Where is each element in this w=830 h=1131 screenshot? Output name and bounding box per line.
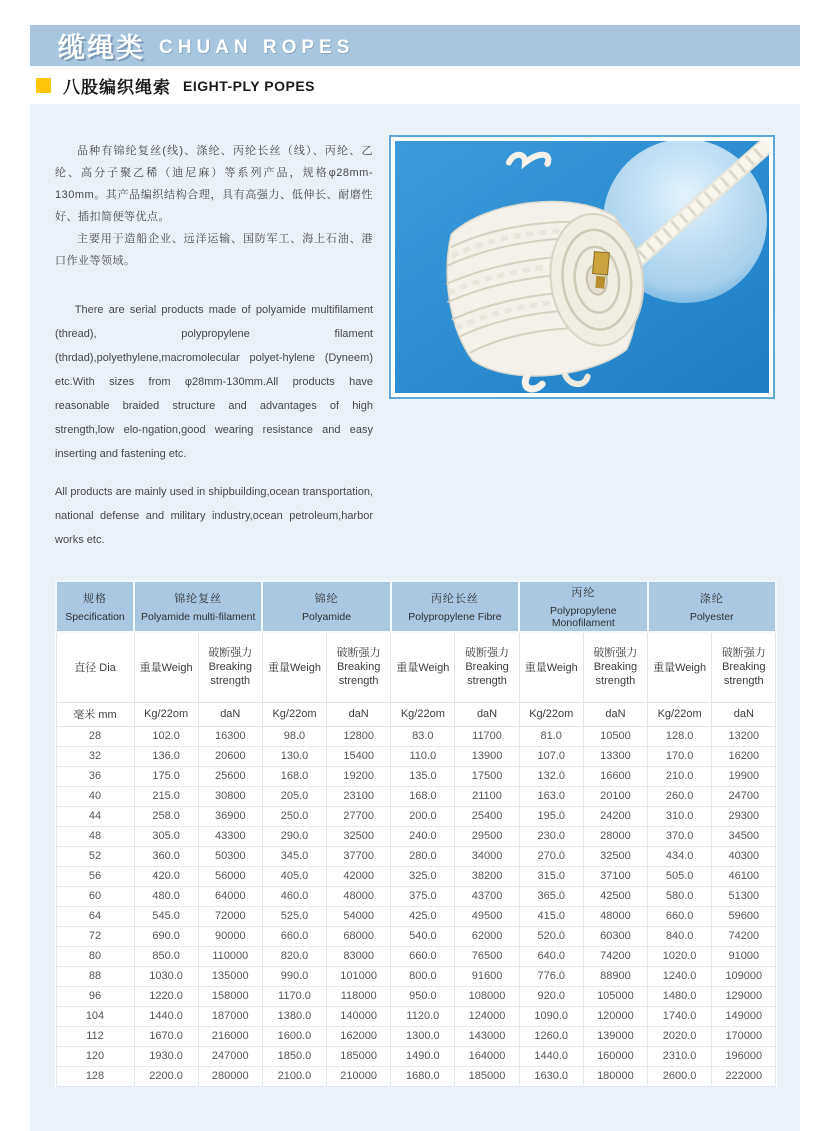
group-header-zh: 丙纶长丝 <box>430 593 479 605</box>
table-cell: 91600 <box>455 966 519 986</box>
table-cell: 2020.0 <box>648 1026 712 1046</box>
table-cell: 46100 <box>712 866 776 886</box>
table-cell: 158000 <box>198 986 262 1006</box>
table-cell: 365.0 <box>519 886 583 906</box>
table-cell: 128 <box>56 1066 134 1086</box>
table-cell: 143000 <box>455 1026 519 1046</box>
table-cell: 170000 <box>712 1026 776 1046</box>
table-cell: 48 <box>56 826 134 846</box>
table-row <box>56 906 776 926</box>
table-cell: 215.0 <box>134 786 198 806</box>
strength-en: Breaking <box>465 661 509 674</box>
unit-kg: Kg/22om <box>262 702 326 726</box>
table-cell: 1670.0 <box>134 1026 198 1046</box>
strength-zh: 破断强力 <box>593 647 638 660</box>
group-header <box>391 581 519 632</box>
table-cell: 19200 <box>327 766 391 786</box>
intro-en-paragraph: All products are mainly used in shipbuilding,ocean transportation, national defense and military industry,ocean petroleum,harbor works etc. <box>55 486 373 546</box>
rope-photo-frame <box>389 135 775 399</box>
table-cell: 175.0 <box>134 766 198 786</box>
subheader-dia: 直径 Dia <box>56 632 134 702</box>
table-row <box>56 1046 776 1066</box>
group-header <box>56 581 134 632</box>
table-cell: 840.0 <box>648 926 712 946</box>
table-cell: 2310.0 <box>648 1046 712 1066</box>
subheader-strength <box>712 632 776 702</box>
group-header <box>648 581 776 632</box>
table-cell: 90000 <box>198 926 262 946</box>
table-cell: 1930.0 <box>134 1046 198 1066</box>
table-cell: 105000 <box>583 986 647 1006</box>
group-header-en: Polyamide multi-filament <box>141 611 256 623</box>
table-cell: 56 <box>56 866 134 886</box>
table-cell: 1680.0 <box>391 1066 455 1086</box>
table-cell: 310.0 <box>648 806 712 826</box>
table-cell: 2100.0 <box>262 1066 326 1086</box>
unit-kg: Kg/22om <box>134 702 198 726</box>
table-cell: 28 <box>56 726 134 746</box>
group-header-zh: 规格 <box>83 593 107 605</box>
table-cell: 43300 <box>198 826 262 846</box>
unit-dan: daN <box>327 702 391 726</box>
intro-section <box>55 140 775 552</box>
table-cell: 19900 <box>712 766 776 786</box>
table-cell: 230.0 <box>519 826 583 846</box>
table-row <box>56 726 776 746</box>
intro-zh-paragraph: 品种有锦纶复丝(线)、涤纶、丙纶长丝（线）、丙纶、乙纶、高分子聚乙稀（迪尼麻）等系列产品，规格φ28mm-130mm。其产品编织结构合理，具有高强力、低伸长、耐磨性好、插扣简便等优点。 <box>55 145 373 223</box>
table-cell: 42500 <box>583 886 647 906</box>
table-cell: 104 <box>56 1006 134 1026</box>
table-cell: 270.0 <box>519 846 583 866</box>
strength-en: strength <box>338 675 379 688</box>
table-cell: 36 <box>56 766 134 786</box>
subtitle-en: EIGHT-PLY POPES <box>183 77 315 94</box>
table-cell: 80 <box>56 946 134 966</box>
rope-photo <box>395 141 769 393</box>
table-cell: 50300 <box>198 846 262 866</box>
table-cell: 28000 <box>583 826 647 846</box>
table-cell: 20600 <box>198 746 262 766</box>
table-cell: 72 <box>56 926 134 946</box>
table-cell: 163.0 <box>519 786 583 806</box>
table-cell: 68000 <box>327 926 391 946</box>
table-cell: 37100 <box>583 866 647 886</box>
group-header-en: Polypropylene Monofilament <box>550 605 617 629</box>
strength-en: strength <box>723 675 764 688</box>
subheader-weight: 重量Weigh <box>648 632 712 702</box>
table-cell: 13200 <box>712 726 776 746</box>
table-cell: 23100 <box>327 786 391 806</box>
table-cell: 776.0 <box>519 966 583 986</box>
group-header-en: Polypropylene Fibre <box>408 611 502 623</box>
table-cell: 1170.0 <box>262 986 326 1006</box>
table-cell: 12800 <box>327 726 391 746</box>
table-cell: 525.0 <box>262 906 326 926</box>
subheader-weight: 重量Weigh <box>519 632 583 702</box>
table-cell: 91000 <box>712 946 776 966</box>
table-cell: 25600 <box>198 766 262 786</box>
table-row <box>56 1026 776 1046</box>
group-header <box>262 581 390 632</box>
table-subheader-row <box>56 632 776 702</box>
unit-dan: daN <box>583 702 647 726</box>
table-cell: 136.0 <box>134 746 198 766</box>
table-cell: 129000 <box>712 986 776 1006</box>
table-row <box>56 926 776 946</box>
content-panel <box>30 104 800 1131</box>
table-cell: 1020.0 <box>648 946 712 966</box>
catalog-page <box>30 25 800 1131</box>
table-cell: 920.0 <box>519 986 583 1006</box>
table-cell: 196000 <box>712 1046 776 1066</box>
table-cell: 40300 <box>712 846 776 866</box>
table-cell: 17500 <box>455 766 519 786</box>
group-header-en: Specification <box>65 611 125 623</box>
strength-zh: 破断强力 <box>465 647 510 660</box>
table-group-row <box>56 581 776 632</box>
table-cell: 42000 <box>327 866 391 886</box>
table-cell: 660.0 <box>648 906 712 926</box>
table-cell: 59600 <box>712 906 776 926</box>
table-row <box>56 746 776 766</box>
table-cell: 545.0 <box>134 906 198 926</box>
table-cell: 76500 <box>455 946 519 966</box>
table-cell: 164000 <box>455 1046 519 1066</box>
table-cell: 135.0 <box>391 766 455 786</box>
table-cell: 140000 <box>327 1006 391 1026</box>
table-cell: 130.0 <box>262 746 326 766</box>
table-cell: 88 <box>56 966 134 986</box>
table-cell: 44 <box>56 806 134 826</box>
table-cell: 820.0 <box>262 946 326 966</box>
table-cell: 120000 <box>583 1006 647 1026</box>
table-cell: 800.0 <box>391 966 455 986</box>
table-cell: 640.0 <box>519 946 583 966</box>
table-cell: 1240.0 <box>648 966 712 986</box>
table-cell: 540.0 <box>391 926 455 946</box>
table-cell: 24700 <box>712 786 776 806</box>
strength-en: strength <box>210 675 251 688</box>
table-cell: 1480.0 <box>648 986 712 1006</box>
table-cell: 360.0 <box>134 846 198 866</box>
table-cell: 109000 <box>712 966 776 986</box>
table-cell: 110.0 <box>391 746 455 766</box>
table-cell: 32 <box>56 746 134 766</box>
table-cell: 990.0 <box>262 966 326 986</box>
table-cell: 16300 <box>198 726 262 746</box>
table-cell: 72000 <box>198 906 262 926</box>
table-cell: 315.0 <box>519 866 583 886</box>
table-cell: 1220.0 <box>134 986 198 1006</box>
table-cell: 290.0 <box>262 826 326 846</box>
table-cell: 83.0 <box>391 726 455 746</box>
group-header-zh: 涤纶 <box>699 593 724 605</box>
unit-dan: daN <box>198 702 262 726</box>
table-cell: 34000 <box>455 846 519 866</box>
table-cell: 62000 <box>455 926 519 946</box>
table-cell: 54000 <box>327 906 391 926</box>
table-cell: 168.0 <box>262 766 326 786</box>
table-cell: 74200 <box>583 946 647 966</box>
table-cell: 1030.0 <box>134 966 198 986</box>
table-cell: 21100 <box>455 786 519 806</box>
table-cell: 280000 <box>198 1066 262 1086</box>
table-cell: 168.0 <box>391 786 455 806</box>
table-cell: 1490.0 <box>391 1046 455 1066</box>
group-header-en: Polyester <box>689 611 734 623</box>
table-cell: 434.0 <box>648 846 712 866</box>
strength-zh: 破断强力 <box>721 647 766 660</box>
strength-en: Breaking <box>593 661 638 674</box>
table-cell: 96 <box>56 986 134 1006</box>
table-cell: 38200 <box>455 866 519 886</box>
table-row <box>56 946 776 966</box>
intro-en-paragraph: There are serial products made of polyamide multifilament (thread), polypropylene filament (thrdad),polyethylene,macromolecular polyet-hylene (Dyneem) etc.With sizes from φ28mm-130mm.All products have reasonable braided structure and advantages of high strength,low elo-ngation,good wearing resistance and easy inserting and fastening etc. <box>55 304 373 460</box>
strength-en: Breaking <box>722 661 766 674</box>
subheader-strength <box>327 632 391 702</box>
group-header-zh: 锦纶复丝 <box>174 593 223 605</box>
table-cell: 1120.0 <box>391 1006 455 1026</box>
table-cell: 460.0 <box>262 886 326 906</box>
table-cell: 128.0 <box>648 726 712 746</box>
group-header-en: Polyamide <box>302 611 352 623</box>
table-cell: 98.0 <box>262 726 326 746</box>
table-cell: 950.0 <box>391 986 455 1006</box>
table-cell: 25400 <box>455 806 519 826</box>
table-cell: 118000 <box>327 986 391 1006</box>
table-cell: 690.0 <box>134 926 198 946</box>
table-cell: 139000 <box>583 1026 647 1046</box>
table-cell: 10500 <box>583 726 647 746</box>
yellow-square-icon <box>36 78 51 93</box>
table-cell: 112 <box>56 1026 134 1046</box>
table-cell: 88900 <box>583 966 647 986</box>
table-cell: 1630.0 <box>519 1066 583 1086</box>
table-cell: 2600.0 <box>648 1066 712 1086</box>
table-cell: 11700 <box>455 726 519 746</box>
table-cell: 13300 <box>583 746 647 766</box>
table-cell: 83000 <box>327 946 391 966</box>
subheader-strength <box>455 632 519 702</box>
table-cell: 162000 <box>327 1026 391 1046</box>
table-cell: 425.0 <box>391 906 455 926</box>
subtitle-zh: 八股编织绳索 <box>63 78 171 97</box>
table-row <box>56 846 776 866</box>
table-cell: 36900 <box>198 806 262 826</box>
strength-en: strength <box>595 675 636 688</box>
table-cell: 20100 <box>583 786 647 806</box>
table-row <box>56 1066 776 1086</box>
table-cell: 850.0 <box>134 946 198 966</box>
table-cell: 102.0 <box>134 726 198 746</box>
table-row <box>56 986 776 1006</box>
group-header <box>519 581 647 632</box>
table-cell: 415.0 <box>519 906 583 926</box>
table-cell: 250.0 <box>262 806 326 826</box>
table-cell: 520.0 <box>519 926 583 946</box>
subheader-strength <box>583 632 647 702</box>
table-cell: 1090.0 <box>519 1006 583 1026</box>
table-cell: 370.0 <box>648 826 712 846</box>
unit-mm: 毫米 mm <box>56 702 134 726</box>
table-cell: 81.0 <box>519 726 583 746</box>
unit-dan: daN <box>455 702 519 726</box>
subheader-weight: 重量Weigh <box>262 632 326 702</box>
table-cell: 32500 <box>583 846 647 866</box>
table-cell: 51300 <box>712 886 776 906</box>
table-cell: 48000 <box>327 886 391 906</box>
table-cell: 1260.0 <box>519 1026 583 1046</box>
table-cell: 124000 <box>455 1006 519 1026</box>
table-cell: 260.0 <box>648 786 712 806</box>
table-cell: 258.0 <box>134 806 198 826</box>
unit-dan: daN <box>712 702 776 726</box>
table-cell: 170.0 <box>648 746 712 766</box>
table-cell: 34500 <box>712 826 776 846</box>
table-cell: 660.0 <box>391 946 455 966</box>
table-row <box>56 866 776 886</box>
table-cell: 405.0 <box>262 866 326 886</box>
table-cell: 30800 <box>198 786 262 806</box>
table-units-row <box>56 702 776 726</box>
table-cell: 325.0 <box>391 866 455 886</box>
group-header <box>134 581 262 632</box>
group-header-zh: 锦纶 <box>314 593 339 605</box>
table-cell: 16600 <box>583 766 647 786</box>
strength-en: Breaking <box>336 661 381 674</box>
table-cell: 200.0 <box>391 806 455 826</box>
page-title-en: CHUAN ROPES <box>159 36 355 58</box>
table-cell: 1600.0 <box>262 1026 326 1046</box>
unit-kg: Kg/22om <box>648 702 712 726</box>
table-cell: 48000 <box>583 906 647 926</box>
table-cell: 375.0 <box>391 886 455 906</box>
table-cell: 2200.0 <box>134 1066 198 1086</box>
intro-text <box>55 140 373 552</box>
table-cell: 64 <box>56 906 134 926</box>
unit-kg: Kg/22om <box>391 702 455 726</box>
table-row <box>56 1006 776 1026</box>
strength-en: strength <box>467 675 507 688</box>
table-cell: 247000 <box>198 1046 262 1066</box>
table-cell: 185000 <box>455 1066 519 1086</box>
table-cell: 222000 <box>712 1066 776 1086</box>
group-header-zh: 丙纶 <box>571 587 596 599</box>
table-cell: 74200 <box>712 926 776 946</box>
table-cell: 49500 <box>455 906 519 926</box>
intro-zh-paragraph: 主要用于造船企业、远洋运输、国防军工、海上石油、港口作业等领域。 <box>55 233 373 267</box>
table-row <box>56 786 776 806</box>
table-cell: 280.0 <box>391 846 455 866</box>
table-cell: 101000 <box>327 966 391 986</box>
page-title-band <box>30 25 800 66</box>
table-cell: 210000 <box>327 1066 391 1086</box>
table-cell: 205.0 <box>262 786 326 806</box>
table-cell: 52 <box>56 846 134 866</box>
table-cell: 37700 <box>327 846 391 866</box>
table-cell: 60300 <box>583 926 647 946</box>
subheader-weight: 重量Weigh <box>391 632 455 702</box>
table-cell: 420.0 <box>134 866 198 886</box>
table-cell: 27700 <box>327 806 391 826</box>
table-cell: 505.0 <box>648 866 712 886</box>
table-cell: 29300 <box>712 806 776 826</box>
table-cell: 120 <box>56 1046 134 1066</box>
table-cell: 240.0 <box>391 826 455 846</box>
table-cell: 1440.0 <box>134 1006 198 1026</box>
table-cell: 480.0 <box>134 886 198 906</box>
table-cell: 180000 <box>583 1066 647 1086</box>
table-cell: 1740.0 <box>648 1006 712 1026</box>
table-cell: 24200 <box>583 806 647 826</box>
table-cell: 187000 <box>198 1006 262 1026</box>
table-cell: 660.0 <box>262 926 326 946</box>
table-cell: 580.0 <box>648 886 712 906</box>
table-cell: 1300.0 <box>391 1026 455 1046</box>
specification-table <box>55 580 777 1087</box>
table-cell: 1380.0 <box>262 1006 326 1026</box>
table-cell: 132.0 <box>519 766 583 786</box>
section-subtitle <box>30 66 800 104</box>
table-cell: 13900 <box>455 746 519 766</box>
strength-zh: 破断强力 <box>208 647 253 660</box>
table-cell: 345.0 <box>262 846 326 866</box>
table-cell: 195.0 <box>519 806 583 826</box>
unit-kg: Kg/22om <box>519 702 583 726</box>
table-cell: 185000 <box>327 1046 391 1066</box>
table-cell: 216000 <box>198 1026 262 1046</box>
subheader-strength <box>198 632 262 702</box>
table-row <box>56 966 776 986</box>
table-cell: 210.0 <box>648 766 712 786</box>
table-cell: 40 <box>56 786 134 806</box>
table-cell: 1850.0 <box>262 1046 326 1066</box>
table-row <box>56 886 776 906</box>
table-body <box>56 726 776 1086</box>
table-cell: 60 <box>56 886 134 906</box>
table-cell: 107.0 <box>519 746 583 766</box>
table-row <box>56 826 776 846</box>
table-cell: 1440.0 <box>519 1046 583 1066</box>
table-cell: 160000 <box>583 1046 647 1066</box>
table-cell: 16200 <box>712 746 776 766</box>
subheader-weight: 重量Weigh <box>134 632 198 702</box>
table-cell: 56000 <box>198 866 262 886</box>
table-cell: 64000 <box>198 886 262 906</box>
table-cell: 15400 <box>327 746 391 766</box>
table-cell: 108000 <box>455 986 519 1006</box>
table-cell: 43700 <box>455 886 519 906</box>
table-row <box>56 806 776 826</box>
table-cell: 32500 <box>327 826 391 846</box>
table-cell: 29500 <box>455 826 519 846</box>
table-cell: 135000 <box>198 966 262 986</box>
table-cell: 110000 <box>198 946 262 966</box>
table-cell: 305.0 <box>134 826 198 846</box>
page-title: 缆绳类 <box>58 33 145 63</box>
table-row <box>56 766 776 786</box>
table-cell: 149000 <box>712 1006 776 1026</box>
strength-zh: 破断强力 <box>336 647 381 660</box>
strength-en: Breaking <box>208 661 252 674</box>
